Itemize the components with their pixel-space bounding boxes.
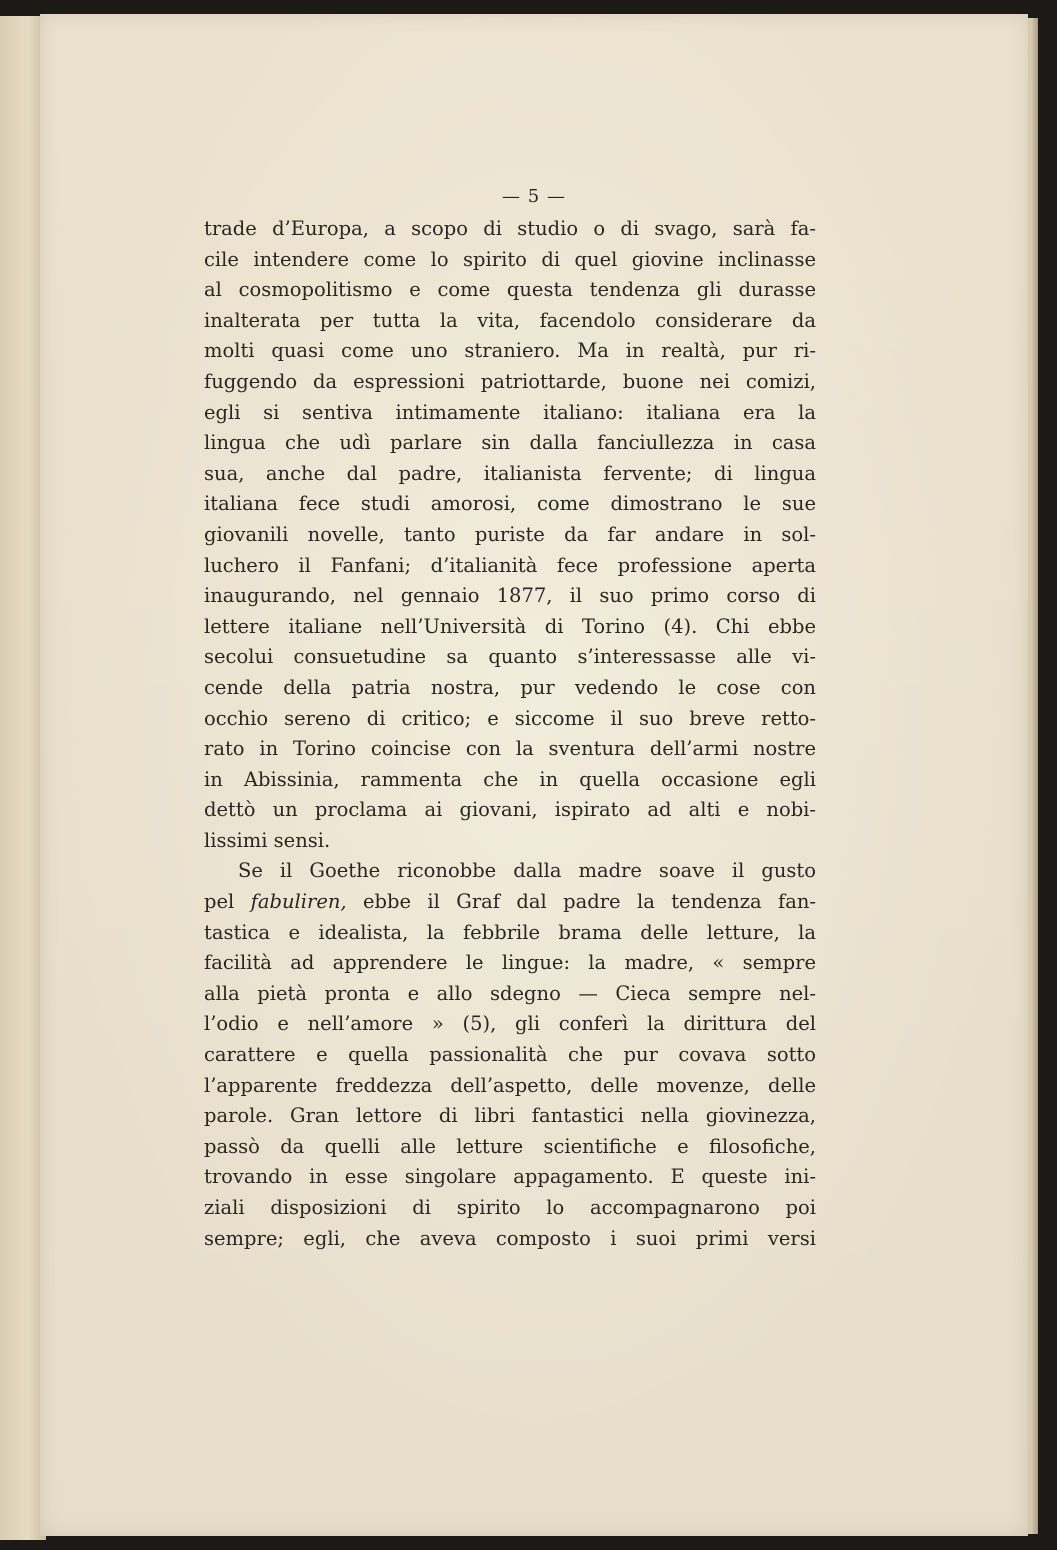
text-run: pel [204,890,251,914]
text-line: trovando in esse singolare appagamento. E queste ini- [204,1165,816,1189]
text-line: molti quasi come uno straniero. Ma in realtà, pur ri- [204,339,816,363]
text-line: cende della patria nostra, pur vedendo le cose con [204,675,816,699]
text-line: l’odio e nell’amore » (5), gli conferì la dirittura del [204,1012,816,1036]
paragraph-1 [204,214,816,856]
text-line: fuggendo da espressioni patriottarde, buone nei comizi, [204,369,816,393]
text-line: italiana fece studi amorosi, come dimostrano le sue [204,492,816,516]
book-page [40,14,1028,1536]
text-line: dettò un proclama ai giovani, ispirato ad alti e nobi- [204,798,816,822]
text-line-with-italic [204,887,816,918]
text-line: tastica e idealista, la febbrile brama delle letture, la [204,920,816,944]
page-number: — 5 — [502,186,566,207]
body-text [204,214,816,1254]
text-line: occhio sereno di critico; e siccome il suo breve retto- [204,706,816,730]
text-line: sempre; egli, che aveva composto i suoi primi versi [204,1226,816,1250]
text-run: ebbe il Graf dal padre la tendenza fan- [346,890,816,914]
text-line: trade d’Europa, a scopo di studio o di svago, sarà fa- [204,217,816,240]
text-line: inalterata per tutta la vita, facendolo considerare da [204,308,816,332]
text-line: carattere e quella passionalità che pur covava sotto [204,1043,816,1067]
text-line: ziali disposizioni di spirito lo accompagnarono poi [204,1196,816,1219]
text-line: giovanili novelle, tanto puriste da far andare in sol- [204,522,816,546]
paragraph-2 [204,856,816,1254]
text-line: luchero il Fanfani; d’italianità fece professione aperta [204,553,816,577]
text-line: inaugurando, nel gennaio 1877, il suo primo corso di [204,584,816,608]
text-line: sua, anche dal padre, italianista fervente; di lingua [204,461,816,485]
text-line: rato in Torino coincise con la sventura dell’armi nostre [204,737,816,761]
text-line: lissimi sensi. [204,828,331,852]
text-line: l’apparente freddezza dell’aspetto, delle movenze, delle [204,1073,816,1097]
text-line: cile intendere come lo spirito di quel giovine inclinasse [204,247,816,271]
italic-term: fabuliren, [250,890,347,914]
text-line: Se il Goethe riconobbe dalla madre soave il gusto [238,859,816,883]
text-line: alla pietà pronta e allo sdegno — Cieca sempre nel- [204,981,816,1005]
text-line: secolui consuetudine sa quanto s’interessasse alle vi- [204,645,816,669]
text-line: passò da quelli alle letture scientifiche e filosofiche, [204,1134,816,1158]
text-line: facilità ad apprendere le lingue: la madre, « sempre [204,951,816,975]
text-line: lettere italiane nell’Università di Torino (4). Chi ebbe [204,614,816,638]
text-line: lingua che udì parlare sin dalla fanciullezza in casa [204,431,816,455]
text-line: in Abissinia, rammenta che in quella occasione egli [204,767,816,791]
text-line: egli si sentiva intimamente italiano: italiana era la [204,400,816,424]
text-line: parole. Gran lettore di libri fantastici nella giovinezza, [204,1104,816,1128]
text-line: al cosmopolitismo e come questa tendenza gli durasse [204,278,816,302]
